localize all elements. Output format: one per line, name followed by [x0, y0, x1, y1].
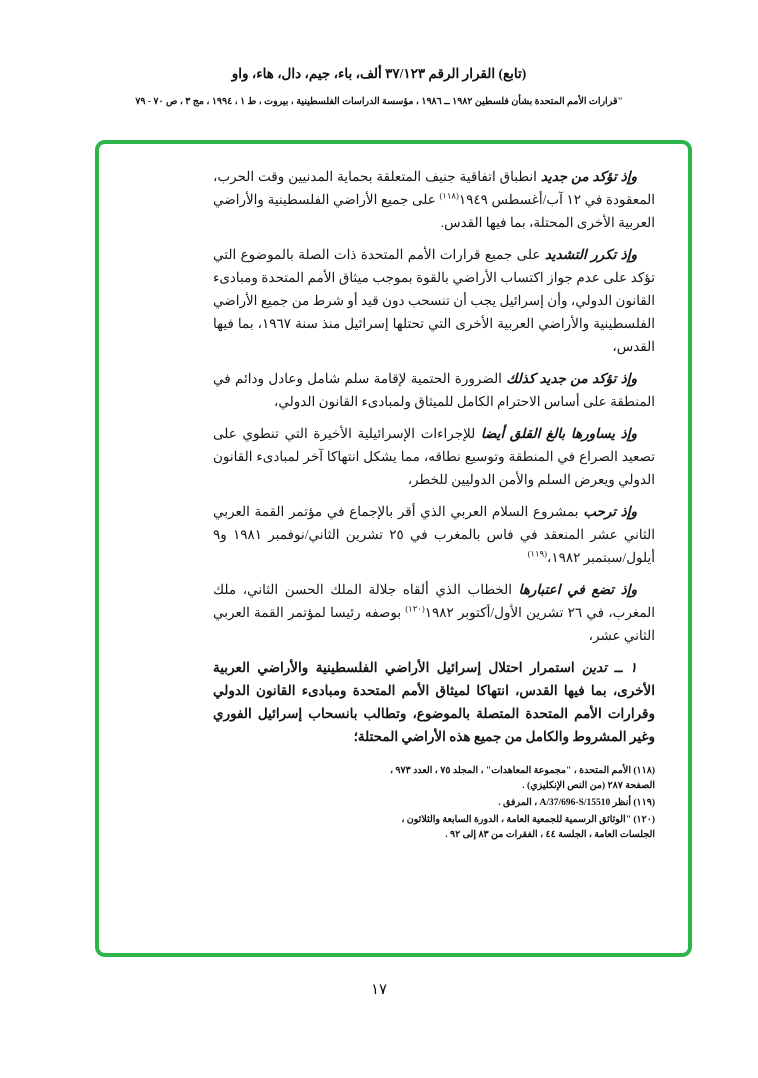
- paragraph-text: للإجراءات الإسرائيلية الأخيرة التي تنطوي على تصعيد الصراع في المنطقة وتوسيع نطاقه، مما يشكل انتهاكا آخر لمبادىء القانون الدولي ويعرض السلم والأمن الدوليين للخطر،: [213, 426, 655, 487]
- footnote-118: (١١٨) الأمم المتحدة ، "مجموعة المعاهدات" ، المجلد ٧٥ ، العدد ٩٧٣ ، الصفحة ٢٨٧ (من النص الإنكليزي) .: [389, 766, 655, 791]
- resolution-body: [213, 165, 655, 748]
- footnotes-block: [383, 764, 655, 843]
- footnote-120: (١٢٠) "الوثائق الرسمية للجمعية العامة ، الدورة السابعة والثلاثون ، الجلسات العامة ، الجلسة ٤٤ ، الفقرات من ٨٣ إلى ٩٢ .: [401, 815, 655, 840]
- operative-paragraph-1: [213, 656, 655, 748]
- paragraph-text: الضرورة الحتمية لإقامة سلم شامل وعادل ودائم في المنطقة على أساس الاحترام الكامل للميثاق ولمبادىء القانون الدولي،: [213, 371, 655, 409]
- footnote-ref-119: (١١٩): [527, 548, 547, 559]
- footnote-ref-120: (١٢٠): [405, 603, 425, 614]
- preamble-paragraph-2: [213, 243, 655, 358]
- preamble-paragraph-5: [213, 500, 655, 569]
- paragraph-tail: على جميع الأراضي الفلسطينية والأراضي العربية الأخرى المحتلة، بما فيها القدس.: [213, 192, 655, 230]
- paragraph-text: استمرار احتلال إسرائيل الأراضي الفلسطينية والأراضي العربية الأخرى، بما فيها القدس، انتهاكا لميثاق الأمم المتحدة ومبادىء القانون الدولي وقرارات الأمم المتحدة المتصلة بالموضوع، وتطالب بانسحاب إسرائيل الفوري وغير المشروط والكامل من جميع هذه الأراضي المحتلة؛: [213, 660, 655, 744]
- paragraph-lead: ١ ــ تدين: [582, 660, 637, 675]
- footnote-119: (١١٩) أنظر A/37/696-S/15510 ، المرفق .: [498, 798, 655, 808]
- preamble-paragraph-3: [213, 367, 655, 413]
- paragraph-lead: وإذ تضع في اعتبارها: [518, 582, 637, 597]
- paragraph-text: على جميع قرارات الأمم المتحدة ذات الصلة بالموضوع التي تؤكد على عدم جواز اكتساب الأراضي بالقوة بموجب ميثاق الأمم المتحدة ومبادىء القانون الدولي، وأن إسرائيل يجب أن تنسحب دون قيد أو شرط من جميع الأراضي الفلسطينية والأراضي العربية الأخرى التي تحتلها إسرائيل منذ سنة ١٩٦٧، بما فيها القدس،: [213, 247, 655, 354]
- paragraph-text: انطباق اتفاقية جنيف المتعلقة بحماية المدنيين وقت الحرب، المعقودة في ١٢ آب/أغسطس ١٩٤٩: [213, 169, 655, 207]
- preamble-paragraph-1: [213, 165, 655, 234]
- paragraph-lead: وإذ تكرر التشديد: [544, 247, 638, 262]
- paragraph-lead: وإذ تؤكد من جديد: [540, 169, 637, 184]
- footnote-ref-118: (١١٨): [439, 190, 459, 201]
- paragraph-lead: وإذ يساورها بالغ القلق أيضا: [480, 426, 637, 441]
- paragraph-text: الخطاب الذي ألقاه جلالة الملك الحسن الثاني، ملك المغرب، في ٢٦ تشرين الأول/أكتوبر ١٩٨٢: [213, 582, 655, 620]
- paragraph-text: بمشروع السلام العربي الذي أقر بالإجماع في مؤتمر القمة العربي الثاني عشر المنعقد في فاس بالمغرب في ٢٥ تشرين الثاني/نوفمبر ١٩٨١ و٩ أيلول/سبتمبر ١٩٨٢،: [213, 504, 655, 565]
- preamble-paragraph-6: [213, 578, 655, 647]
- page-number: ١٧: [370, 982, 388, 998]
- content-frame: [95, 140, 692, 957]
- paragraph-lead: وإذ تؤكد من جديد كذلك: [506, 371, 637, 386]
- paragraph-tail: بوصفه رئيسا لمؤتمر القمة العربي الثاني عشر،: [213, 605, 655, 643]
- preamble-paragraph-4: [213, 422, 655, 491]
- resolution-title: (تابع) القرار الرقم ٣٧/١٢٣ ألف، باء، جيم، دال، هاء، واو: [231, 66, 527, 81]
- source-citation: "قرارات الأمم المتحدة بشأن فلسطين ١٩٨٢ ــ ١٩٨٦ ، مؤسسة الدراسات الفلسطينية ، بيروت ، ط ١ ، ١٩٩٤ ، مج ٣ ، ص ٧٠ - ٧٩: [135, 97, 623, 107]
- paragraph-lead: وإذ ترحب: [583, 504, 637, 519]
